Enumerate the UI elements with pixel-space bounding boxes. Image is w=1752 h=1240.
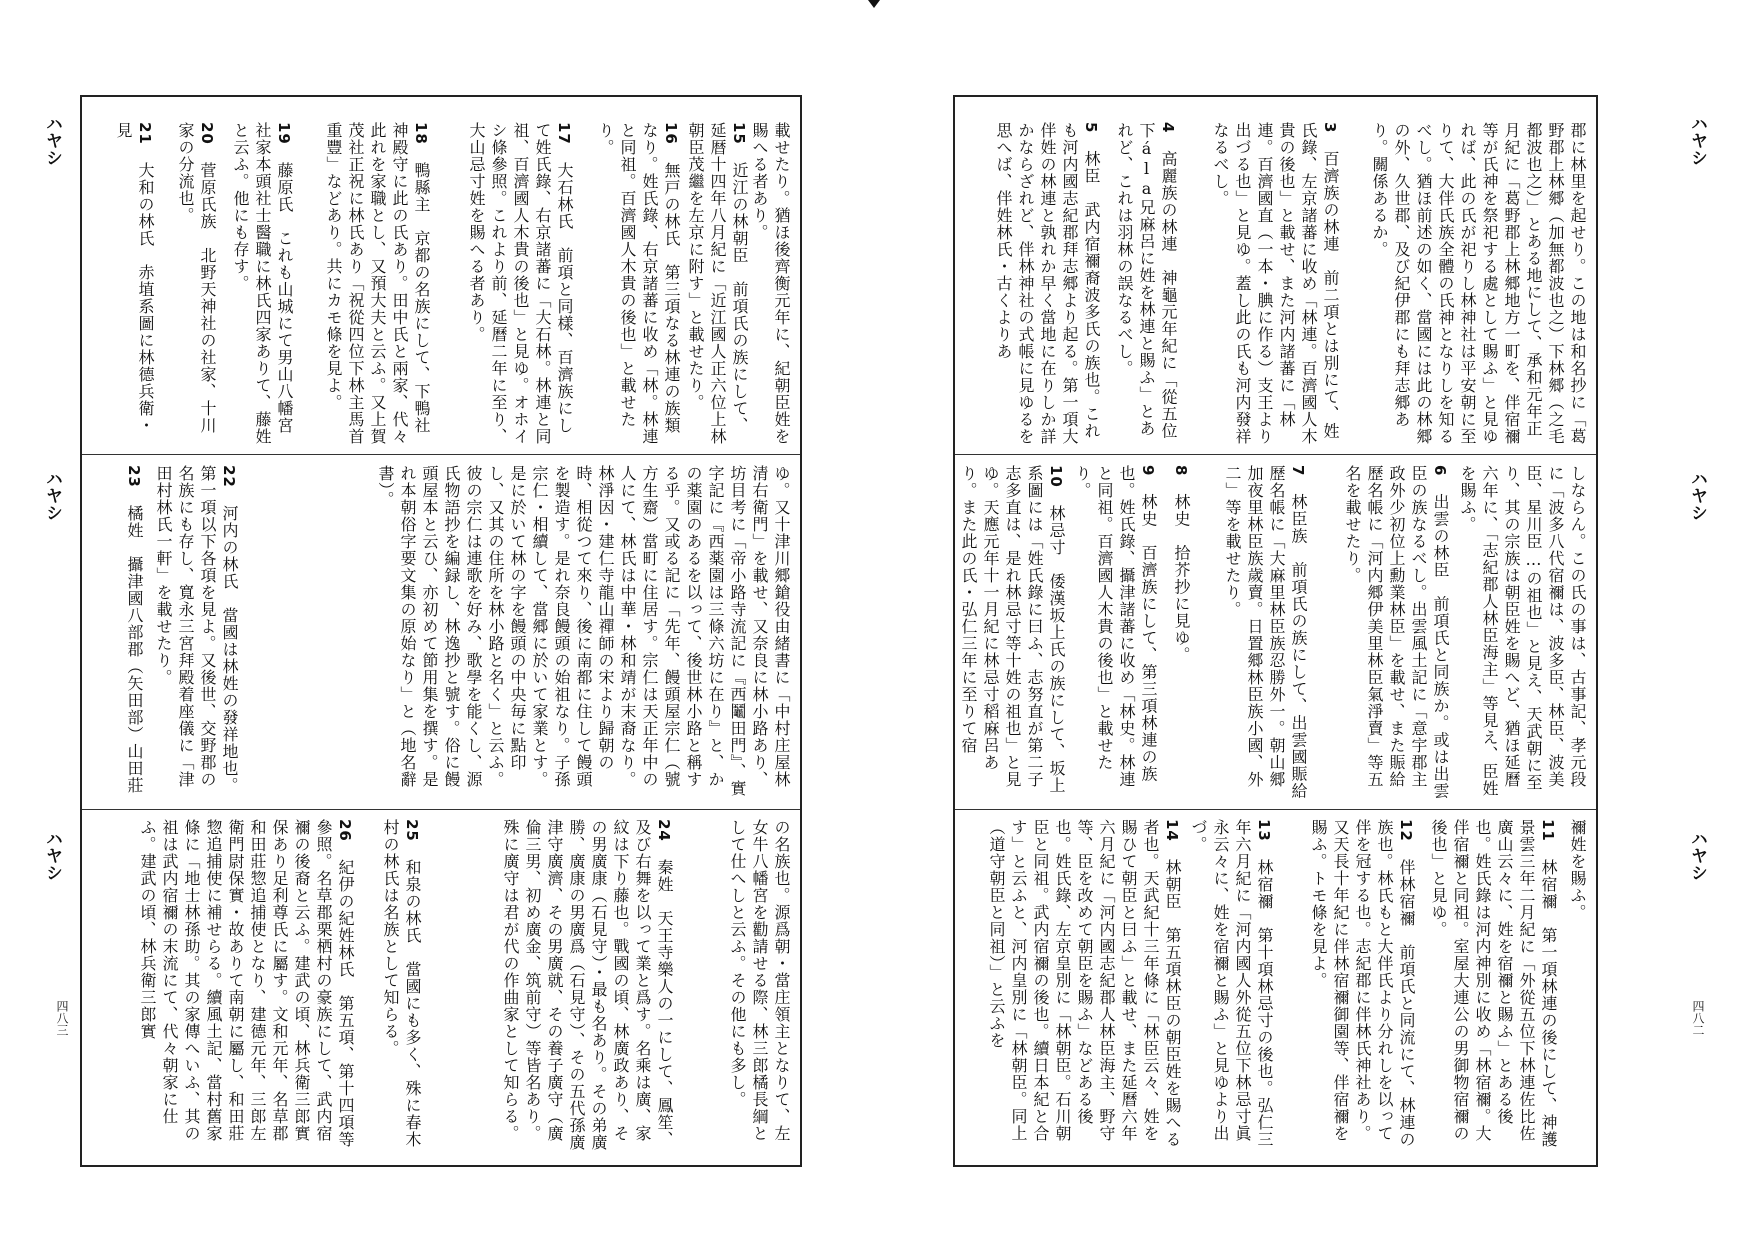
right-entry-10: 10 林忌寸 倭漢坂上氏の族にして、坂上系圖には「姓氏錄に曰ふ、志努直が第二子志多直は、是れ林忌寸等十姓の祖也」と見ゆ。天應元年十一月紀に林忌寸稻麻呂あり。また此の氏・弘仁三年に至りて宿 <box>959 465 1066 794</box>
right-page <box>953 95 1598 1167</box>
right-page-number: 四八二 <box>1691 1000 1705 1036</box>
right-entry-7: 7 林臣族 前項氏の族にして、出雲國賑給歷名帳に「大麻里林臣族忍勝外一。朝山郷加夜里林臣族歲賣。日置郷林臣族小國、外二」等を載せたり。 <box>1223 465 1308 800</box>
left-entry-16: 16 無戸の林氏 第三項なる林連の族類なり。姓氏錄、右京諸蕃に收め「林。林連と同祖。百濟國人木貴の後也」と載せたり。 <box>596 122 681 445</box>
right-entry-3: 3 百濟族の林連 前二項とは別にて、姓氏錄、左京諸蕃に收め「林連。百濟國人木貴の後也」と載せ、また河内諸蕃に「林連。百濟國直（一本・腆に作る）支王より出づる也」と見ゆ。蓋し此の氏も河内發祥なるべし。 <box>1211 122 1340 445</box>
right-entry-11: 11 林宿禰 第一項林連の後にして、神護景雲三年二月紀に「外從五位下林連佐比佐廣山云々に、姓を宿禰と賜ふ」とある後也。姓氏錄は河内神別に收め「林宿禰。大伴宿禰と同祖。室屋大連公の男御物宿禰の後也」と見ゆ。 <box>1429 819 1558 1148</box>
top-crop-mark <box>868 0 880 8</box>
right-bottom-divider <box>955 809 1596 810</box>
left-entry-22: 22 河内の林氏 當國は林姓の發祥地也。第一項以下各項を見よ。又後世、交野郡の名族にも存し、寬永三宮拜殿着座儀に「津田村林氏一軒」を載せたり。 <box>154 465 239 794</box>
right-top-divider <box>955 454 1596 455</box>
left-bottom-divider <box>82 809 800 810</box>
right-entry-12: 12 伴林宿禰 前項氏と同流にて、林連の族也。林氏もと大伴氏より分れしを以って伴を冠する也。志紀郡に伴林氏神社あり。又天長十年紀に伴林宿禰御園等、伴宿禰を賜ふ。トモ條を見よ。 <box>1309 819 1416 1148</box>
right-entry-13: 13 林宿禰 第十項林忌寸の後也。弘仁三年六月紀に「河内國人外從五位下林忌寸眞永云々に、姓を宿禰と賜ふ」と見ゆより出づ。 <box>1189 819 1274 1148</box>
right-entry-6: 6 出雲の林臣 前項氏と同族か。或は出雲臣の族なるべし。出雲風土記に「意宇郡主政外少初位上勳業林臣」を載せ、また賑給歷名帳に「河内郷伊美里林臣氣淨賣」等五名を載せたり。 <box>1343 465 1450 800</box>
right-outer-header-top: ハヤシ <box>1687 115 1707 166</box>
left-bottom-continuation: の名族也。源爲朝・當庄領主となりて、左女牛八幡宮を勸請せる際、林三郎橘長綱として仕へしと云ふ。その他にも多し。 <box>728 819 791 1142</box>
left-entry-23: 23 橘姓 攝津國八部郡（矢田部）山田莊 <box>125 465 144 794</box>
left-entry-18: 18 鴨縣主 京都の名族にして、下鴨社神殿守に此の氏あり。田中氏と兩家、代々此れを家職とし、又預大夫と云ふ。又上賀茂社正祝に林氏あり「祝從四位下林主馬首重豐」などあり。共にカモ條を見よ。 <box>324 122 431 445</box>
right-middle-continuation: しならん。この氏の事は、古事記、孝元段に「波多八代宿禰は、波多臣、林臣、波美臣、星川臣…の祖也」と見え、天武朝に至り、其の宗族は朝臣姓を賜へど、猶ほ延曆六年に、「志紀郡人林臣海主」等見え、臣姓を賜ふ。 <box>1458 465 1587 797</box>
left-page <box>80 95 802 1167</box>
left-outer-header-bottom: ハヤシ <box>42 830 62 881</box>
right-entry-5: 5 林臣 武内宿禰裔波多氏の族也。これも河内國志紀郡拜志郷より起る。第一項大伴姓の林連と孰れか早く當地に在りしか詳かならざれど、伴林神社の式帳に見ゆるを思へば、伴姓林氏・古くよりあ <box>994 122 1101 445</box>
right-outer-header-bottom: ハヤシ <box>1687 830 1707 881</box>
left-entry-24: 24 秦姓 天王寺樂人の一にして、鳳笙、及び右舞を以って業と爲す。名乘は廣、家紋は下り藤也。戰國の頃、林廣政あり、その男廣康（石見守）・最も名あり。その弟廣勝、廣康の男廣爲（石見守）、その五代孫廣津守廣濟、その男廣就、その養子廣守（廣倫三男、初め廣金、筑前守）等皆名あり。殊に廣守は君が代の作曲家として知らる。 <box>501 819 674 1151</box>
right-entry-4: 4 高麗族の林連 神龜元年紀に「從五位下ála兄麻呂に姓を林連と賜ふ」とあれど、これは羽林の誤なるべし。 <box>1115 122 1178 440</box>
left-outer-header-middle: ハヤシ <box>42 470 62 521</box>
right-top-continuation: 郡に林里を起せり。この地は和名抄に「葛野郡上林郷（加無都波也之）下林郷（之毛都波也之）」とある地にして、承和元年正月紀に「葛野郡上林郷地方一町を、伴宿禰等が氏神を祭祀する處として賜ふ」と見ゆれば、此の氏が祀りし林神社は平安朝に至りて、大伴氏族全體の氏神となりしを知るべし。猶ほ前述の如く、當國には此の林郷の外、久世郡、及び紀伊郡にも拜志郷あり。關係あるか。 <box>1370 122 1587 445</box>
left-page-number: 四八三 <box>55 1000 69 1036</box>
right-bottom-lead: 禰姓を賜ふ。 <box>1568 819 1587 921</box>
left-middle-continuation: ゆ。又十津川郷鎗役由緒書に「中村庄屋林清右衛門」を載せ、又奈良に林小路あり、坊目考に「帝小路寺流記に『西鬮田門』、實字記に『西薬園は三條六坊に在り』と、かの薬園のあるを以って、後世林小路と稱する乎。又或る記に「先年、饅頭屋宗仁（號方生齋）當町に住居す。宗仁は天正年中の人にて、林氏は中華・林和靖が末裔なり。林淨因・建仁寺龍山禪師の宋より歸朝の時、相從つて來り、後に南都に住して饅頭を製造す。是れ奈良饅頭の始祖なり。子孫宗仁・相續して、當郷に於いて家業とす。是に於いて林の字を饅頭の中央毎に點印し、又其の住所を林小路と名く」と云ふ。彼の宗仁は連歌を好み、歌學を能くし、源氏物語抄を編録し、林逸抄と號す。俗に饅頭屋本と云ひ、亦初めて節用集を撰す。是れ本朝俗字要文集の原始なり」と（地名辭書）。 <box>376 465 791 797</box>
left-top-continuation: 載せたり。猶ほ後齊衡元年に、紀朝臣姓を賜へる者あり。 <box>750 122 791 445</box>
right-outer-header-middle: ハヤシ <box>1687 470 1707 521</box>
left-outer-header-top: ハヤシ <box>42 115 62 166</box>
left-entry-21: 21 大和の林氏 赤埴系圖に林德兵衛・見 <box>114 122 155 434</box>
left-entry-19: 19 藤原氏 これも山城にて男山八幡宮社家本頭社士醫職に林氏四家ありて、藤姓と云ふ。他にも存す。 <box>231 122 294 445</box>
left-entry-25: 25 和泉の林氏 當國にも多く、殊に春木村の林氏は名族として知らる。 <box>381 819 422 1148</box>
right-entry-14: 14 林朝臣 第五項林臣の朝臣姓を賜へる者也。天武紀十三年條に「林臣云々、姓を賜ひて朝臣と曰ふ」と載せ、また延曆六年六月紀に「河内國志紀郡人林臣海主、野守等、臣を改めて朝臣を賜ふ」などある後也。姓氏錄、左京皇別に「林朝臣。石川朝臣と同祖。武内宿禰の後也。續日本紀と合す」と云ふと、河内皇別に「林朝臣。同上（道守朝臣と同祖）」と云ふを <box>987 819 1182 1148</box>
left-top-divider <box>82 454 800 455</box>
left-entry-20: 20 菅原氏族 北野天神社の社家、十川家の分流也。 <box>176 122 217 434</box>
right-entry-8: 8 林史 拾芥抄に見ゆ。 <box>1172 465 1191 664</box>
left-entry-15: 15 近江の林朝臣 前項氏の族にして、延暦十四年八月紀に「近江國人正六位上林朝臣茂繼を左京に附す」と載せたり。 <box>686 122 749 445</box>
left-entry-26: 26 紀伊の紀姓林氏 第五項、第十四項等參照。名草郡栗栖村の豪族にして、武内宿禰の後裔と云ふ。建武の頃、林兵衛三郎實保あり足利尊氏に屬す。文和元年、名草郡和田莊惣追捕使となり、建德元年、三郎左衛門尉保實・故ありて南朝に屬し、和田莊惣追捕使に補せらる。續風土記、當村舊家條に「地士林孫助。其の家傳へいふ、其の祖は武内宿禰の末流にて、代々朝家に仕ふ。建武の頃、林兵衛三郎實 <box>138 819 355 1148</box>
left-entry-17: 17 大石林氏 前項と同樣、百濟族にして姓氏錄、右京諸蕃に「大石林。林連と同祖、百濟國人木貴の後也」と見ゆ。オホイシ條參照。これより前、延曆二年に至り、大山忌寸姓を賜へる者あり。 <box>467 122 574 445</box>
right-entry-9: 9 林史 百濟族にして、第三項林連の族也。姓氏錄、攝津諸蕃に收め「林史。林連と同祖。百濟國人木貴の後也」と載せたり。 <box>1073 465 1158 788</box>
